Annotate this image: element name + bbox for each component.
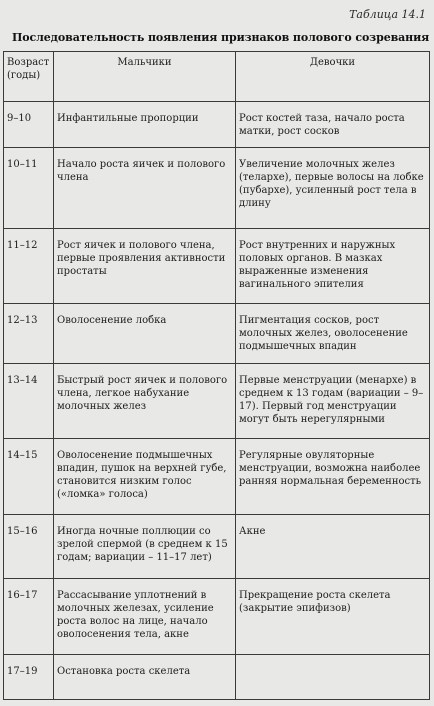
row-girls: Рост внутренних и наружных половых органов. В мазках выраженные изменения вагинального эпителия: [236, 229, 430, 304]
table-row: [4, 515, 430, 579]
header-boys: Мальчики: [54, 52, 236, 102]
row-boys: Быстрый рост яичек и полового члена, легкое набухание молочных желез: [54, 364, 236, 439]
header-age: Возраст (годы): [4, 52, 54, 102]
row-age: 15–16: [4, 515, 54, 579]
row-age: 11–12: [4, 229, 54, 304]
row-girls: Регулярные овуляторные менструации, возможна наиболее ранняя нормальная беременность: [236, 439, 430, 515]
row-girls: Прекращение роста скелета (закрытие эпифизов): [236, 579, 430, 655]
puberty-table: [3, 51, 430, 700]
table-row: [4, 439, 430, 515]
row-age: 16–17: [4, 579, 54, 655]
table-row: [4, 102, 430, 148]
row-boys: Оволосенение лобка: [54, 304, 236, 364]
table-number: Таблица 14.1: [349, 8, 426, 21]
row-boys: Оволосенение подмышечных впадин, пушок на верхней губе, становится низким голос («ломка» голоса): [54, 439, 236, 515]
table-row: [4, 655, 430, 700]
header-girls: Девочки: [236, 52, 430, 102]
row-boys: Рассасывание уплотнений в молочных железах, усиление роста волос на лице, начало оволосенения тела, акне: [54, 579, 236, 655]
row-girls: Пигментация сосков, рост молочных желез, оволосенение подмышечных впадин: [236, 304, 430, 364]
row-girls: Увеличение молочных желез (телархе), первые волосы на лобке (пубархе), усиленный рост тела в длину: [236, 148, 430, 229]
row-boys: Инфантильные пропорции: [54, 102, 236, 148]
row-girls: [236, 655, 430, 700]
header-row: [4, 52, 430, 102]
table-row: [4, 364, 430, 439]
row-age: 9–10: [4, 102, 54, 148]
row-girls: Рост костей таза, начало роста матки, рост сосков: [236, 102, 430, 148]
row-age: 12–13: [4, 304, 54, 364]
table-row: [4, 229, 430, 304]
row-boys: Иногда ночные поллюции со зрелой спермой (в среднем к 15 годам; вариации – 11–17 лет): [54, 515, 236, 579]
table-row: [4, 148, 430, 229]
table-title: Последовательность появления признаков полового созревания: [12, 31, 430, 44]
row-age: 10–11: [4, 148, 54, 229]
table-row: [4, 304, 430, 364]
row-age: 17–19: [4, 655, 54, 700]
row-age: 14–15: [4, 439, 54, 515]
row-age: 13–14: [4, 364, 54, 439]
row-boys: Остановка роста скелета: [54, 655, 236, 700]
row-girls: Первые менструации (менархе) в среднем к 13 годам (вариации – 9–17). Первый год менструации могут быть нерегулярными: [236, 364, 430, 439]
row-boys: Начало роста яичек и полового члена: [54, 148, 236, 229]
row-boys: Рост яичек и полового члена, первые проявления активности простаты: [54, 229, 236, 304]
row-girls: Акне: [236, 515, 430, 579]
table-row: [4, 579, 430, 655]
